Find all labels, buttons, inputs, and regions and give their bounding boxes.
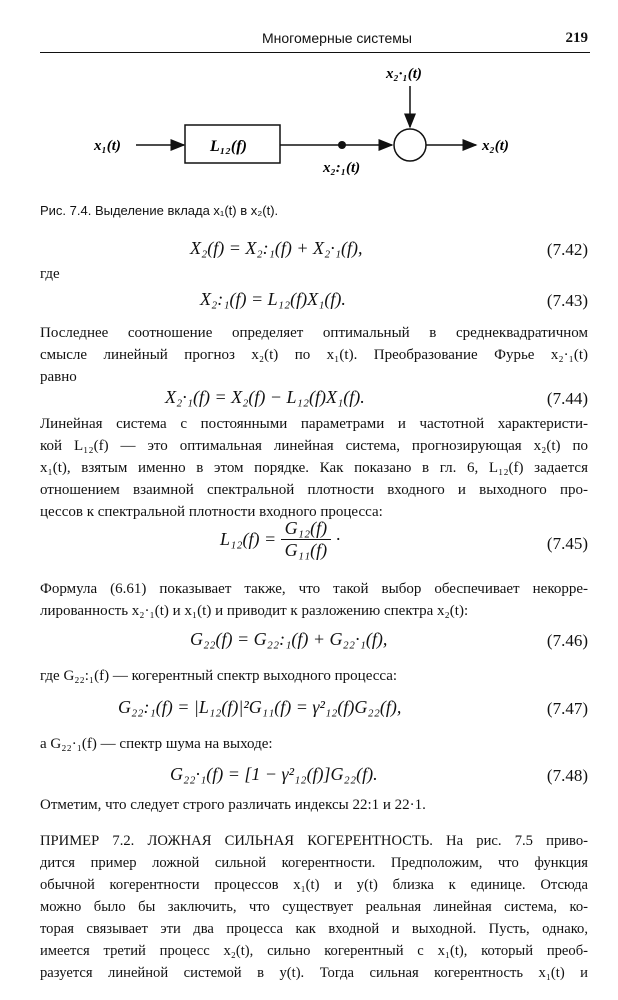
text-line: имеется третий процесс x₂(t), сильно когерентный с x₁(t), который преоб- bbox=[40, 943, 588, 959]
text-line: торая связывает эти два процесса как входной и выходной. Пусть, однако, bbox=[40, 921, 588, 937]
text-line: x₁(t), взятым именно в этом порядке. Как показано в гл. 6, L₁₂(f) задается bbox=[40, 460, 588, 476]
equation-7-42 bbox=[40, 234, 588, 268]
output-label: x₂(t) bbox=[482, 138, 509, 154]
equation-7-47 bbox=[40, 693, 588, 727]
fraction bbox=[281, 518, 332, 561]
fraction-expression bbox=[220, 518, 340, 561]
paragraph-5 bbox=[40, 733, 588, 755]
equation-formula: G₂₂:₁(f) = |L₁₂(f)|²G₁₁(f) = γ²₁₂(f)G₂₂(f), bbox=[118, 697, 402, 717]
header-rule bbox=[40, 52, 590, 53]
block-diagram bbox=[80, 60, 540, 190]
figure-caption: Рис. 7.4. Выделение вклада x₁(t) в x₂(t). bbox=[40, 203, 279, 218]
running-header bbox=[40, 30, 588, 54]
take-off-point bbox=[338, 141, 346, 149]
equation-number: (7.48) bbox=[546, 766, 588, 785]
paragraph-1 bbox=[40, 322, 588, 388]
equation-number: (7.47) bbox=[546, 699, 588, 718]
equation-number: (7.42) bbox=[546, 240, 588, 259]
text-line: где G₂₂:₁(f) — когерентный спектр выходного процесса: bbox=[40, 668, 398, 684]
top-label: x₂·₁(t) bbox=[386, 66, 422, 82]
equation-formula: G₂₂(f) = G₂₂:₁(f) + G₂₂·₁(f), bbox=[190, 629, 388, 649]
text-line: дится пример ложной сильной когерентности. Предположим, что функция bbox=[40, 855, 588, 871]
text-line: можно было бы заключить, что существует реальная линейная система, ко- bbox=[40, 899, 588, 915]
equation-7-43 bbox=[40, 285, 588, 319]
text-line: Отметим, что следует строго различать индексы 22:1 и 22·1. bbox=[40, 797, 426, 813]
summing-junction bbox=[394, 129, 426, 161]
equation-number: (7.46) bbox=[546, 631, 588, 650]
text-line: смысле линейный прогноз x₂(t) по x₁(t). Преобразование Фурье x₂·₁(t) bbox=[40, 347, 588, 363]
fraction-lhs: L₁₂(f) = bbox=[220, 529, 277, 549]
paragraph-4 bbox=[40, 665, 588, 687]
fraction-numerator: G₁₂(f) bbox=[281, 518, 332, 540]
fraction-tail: · bbox=[335, 529, 341, 549]
text-line: Последнее соотношение определяет оптимальный в среднеквадратичном bbox=[40, 325, 588, 341]
equation-formula: G₂₂·₁(f) = [1 − γ²₁₂(f)]G₂₂(f). bbox=[170, 764, 378, 784]
input-label: x₁(t) bbox=[94, 138, 121, 154]
paragraph-6 bbox=[40, 794, 588, 816]
text-line: Линейная система с постоянными параметрами и частотной характеристи- bbox=[40, 416, 588, 432]
equation-number: (7.44) bbox=[546, 389, 588, 408]
equation-7-46 bbox=[40, 625, 588, 659]
paragraph-2 bbox=[40, 413, 588, 523]
equation-formula: X₂·₁(f) = X₂(f) − L₁₂(f)X₁(f). bbox=[165, 387, 365, 407]
where-label: где bbox=[40, 266, 60, 282]
paragraph-example bbox=[40, 830, 588, 984]
text-line: цессов к спектральной плотности входного процесса: bbox=[40, 504, 383, 520]
equation-formula: X₂:₁(f) = L₁₂(f)X₁(f). bbox=[200, 289, 346, 309]
block-label: L₁₂(f) bbox=[210, 138, 247, 155]
equation-number: (7.45) bbox=[546, 534, 588, 553]
text-line: обычной когерентности процессов x₁(t) и y(t) близка к единице. Отсюда bbox=[40, 877, 588, 893]
page-number: 219 bbox=[565, 30, 588, 46]
text-line: кой L₁₂(f) — это оптимальная линейная система, прогнозирующая x₂(t) по bbox=[40, 438, 588, 454]
text-line: ПРИМЕР 7.2. ЛОЖНАЯ СИЛЬНАЯ КОГЕРЕНТНОСТЬ. На рис. 7.5 приво- bbox=[40, 833, 588, 849]
equation-7-48 bbox=[40, 760, 588, 794]
equation-7-44 bbox=[40, 383, 588, 417]
text-line: лированность x₂·₁(t) и x₁(t) и приводит к разложению спектра x₂(t): bbox=[40, 603, 469, 619]
fraction-denominator: G₁₁(f) bbox=[284, 540, 328, 560]
text-line: Формула (6.61) показывает также, что такой выбор обеспечивает некорре- bbox=[40, 581, 588, 597]
paragraph-3 bbox=[40, 578, 588, 622]
header-title: Многомерные системы bbox=[262, 30, 412, 46]
text-line: равно bbox=[40, 369, 77, 385]
text-line: разуется линейной системой в y(t). Тогда сильная когерентность x₁(t) и bbox=[40, 965, 588, 981]
equation-number: (7.43) bbox=[546, 291, 588, 310]
equation-7-45 bbox=[40, 518, 588, 574]
text-line: отношением взаимной спектральной плотности входного и выходного про- bbox=[40, 482, 588, 498]
text-line: а G₂₂·₁(f) — спектр шума на выходе: bbox=[40, 736, 273, 752]
equation-formula: X₂(f) = X₂:₁(f) + X₂·₁(f), bbox=[190, 238, 363, 258]
mid-label: x₂:₁(t) bbox=[323, 160, 361, 176]
